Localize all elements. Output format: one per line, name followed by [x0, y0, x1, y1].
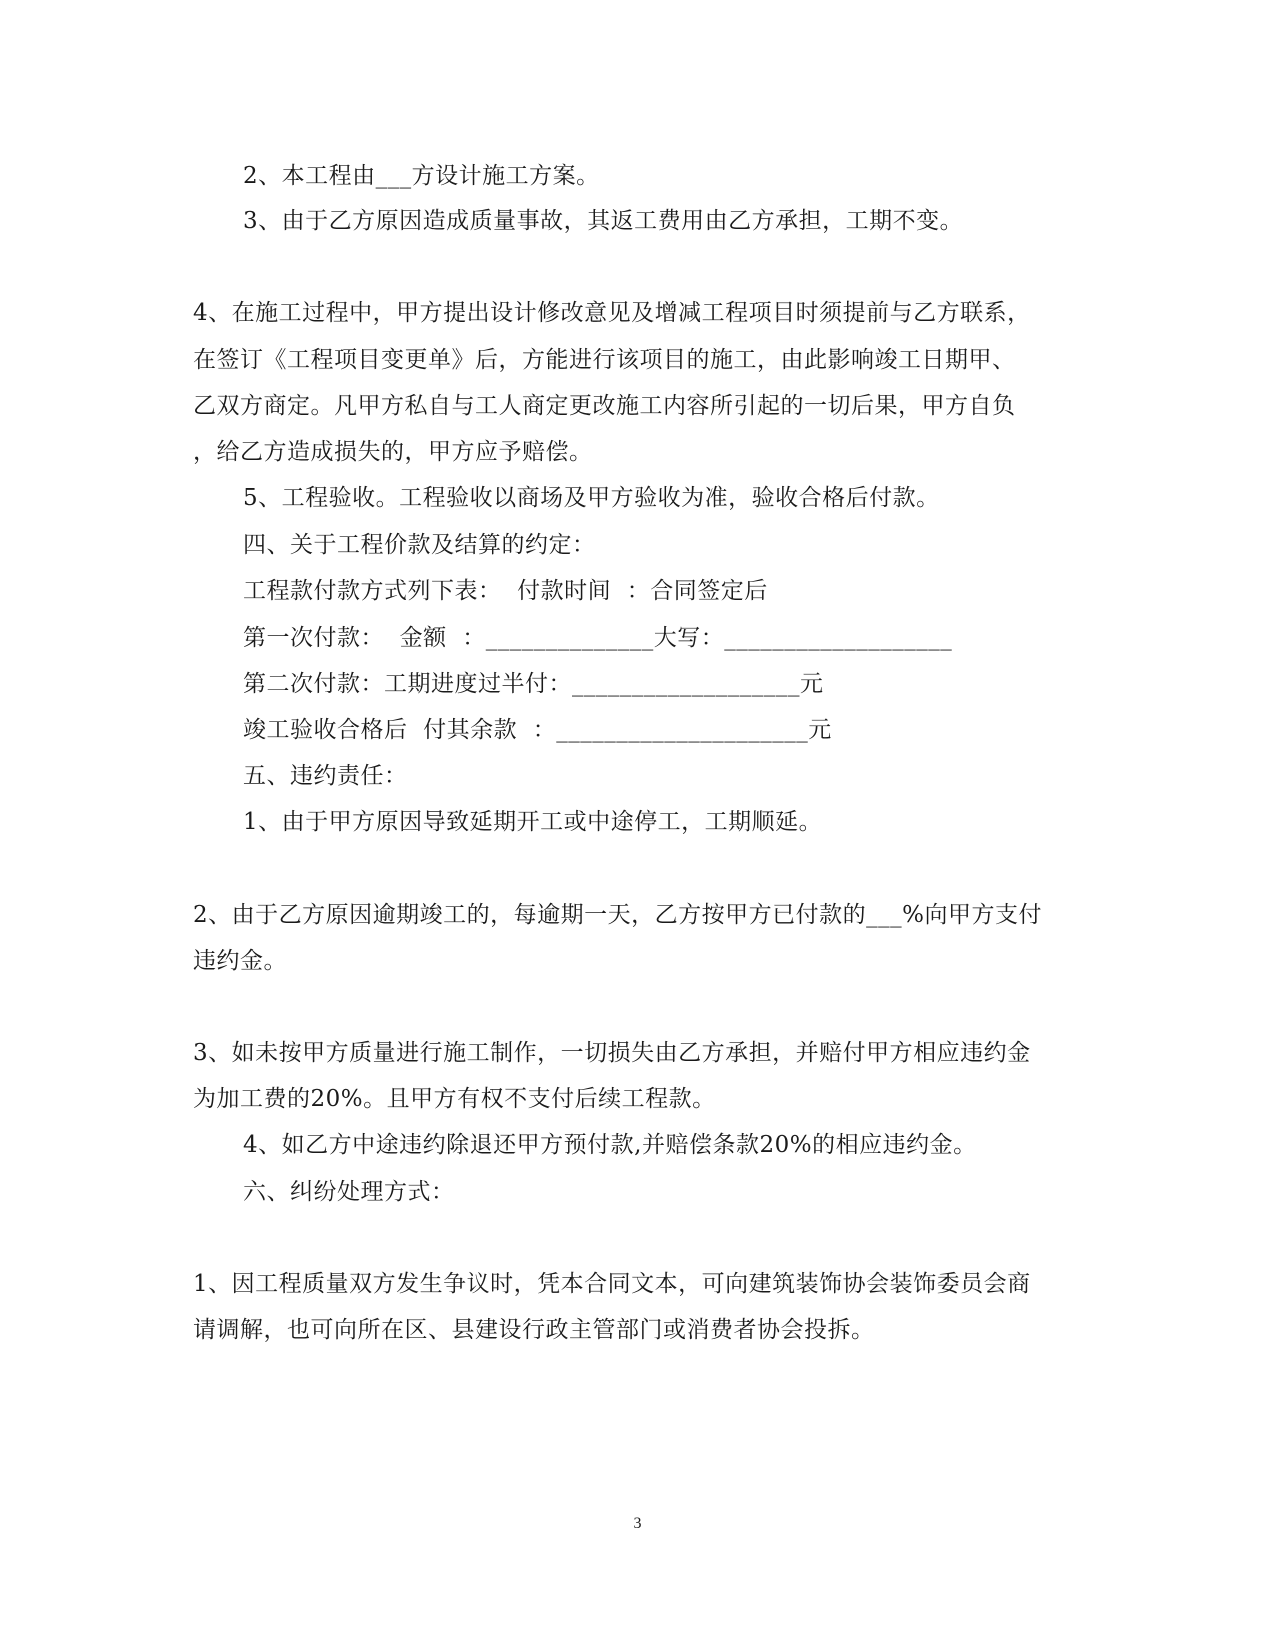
- section-6-heading: 六、纠纷处理方式：: [243, 1179, 455, 1205]
- breach-clause-2-line-2: 违约金。: [193, 948, 287, 974]
- breach-clause-3-line-2: 为加工费的20%。且甲方有权不支付后续工程款。: [193, 1086, 716, 1112]
- section-5-heading: 五、违约责任：: [243, 763, 408, 789]
- payment-second: 第二次付款：工期进度过半付：___________________元: [243, 671, 824, 697]
- breach-clause-2-line-1: 2、由于乙方原因逾期竣工的，每逾期一天，乙方按甲方已付款的___%向甲方支付: [193, 902, 1042, 928]
- dispute-clause-1-line-2: 请调解，也可向所在区、县建设行政主管部门或消费者协会投拆。: [193, 1317, 875, 1343]
- breach-clause-3-line-1: 3、如未按甲方质量进行施工制作，一切损失由乙方承担，并赔付甲方相应违约金: [193, 1040, 1031, 1066]
- section-4-heading: 四、关于工程价款及结算的约定：: [243, 532, 596, 558]
- clause-5-acceptance: 5、工程验收。工程验收以商场及甲方验收为准，验收合格后付款。: [243, 485, 940, 511]
- payment-final: 竣工验收合格后 付其余款 ：_____________________元: [243, 717, 832, 743]
- breach-clause-1: 1、由于甲方原因导致延期开工或中途停工，工期顺延。: [243, 809, 823, 835]
- dispute-clause-1-line-1: 1、因工程质量双方发生争议时，凭本合同文本，可向建筑装饰协会装饰委员会商: [193, 1271, 1031, 1297]
- clause-3-quality: 3、由于乙方原因造成质量事故，其返工费用由乙方承担，工期不变。: [243, 208, 964, 234]
- page-number: 3: [633, 1515, 642, 1532]
- breach-clause-4: 4、如乙方中途违约除退还甲方预付款,并赔偿条款20%的相应违约金。: [243, 1132, 977, 1158]
- clause-4-line-1: 4、在施工过程中，甲方提出设计修改意见及增减工程项目时须提前与乙方联系，: [193, 300, 1031, 326]
- payment-method: 工程款付款方式列下表： 付款时间 ：合同签定后: [243, 578, 768, 604]
- clause-4-line-3: 乙双方商定。凡甲方私自与工人商定更改施工内容所引起的一切后果，甲方自负: [193, 393, 1016, 419]
- clause-4-line-2: 在签订《工程项目变更单》后，方能进行该项目的施工，由此影响竣工日期甲、: [193, 347, 1016, 373]
- payment-first: 第一次付款： 金额 ：______________大写：___________________: [243, 625, 953, 651]
- clause-4-line-4: ，给乙方造成损失的，甲方应予赔偿。: [193, 439, 593, 465]
- clause-2-design: 2、本工程由___方设计施工方案。: [243, 163, 600, 189]
